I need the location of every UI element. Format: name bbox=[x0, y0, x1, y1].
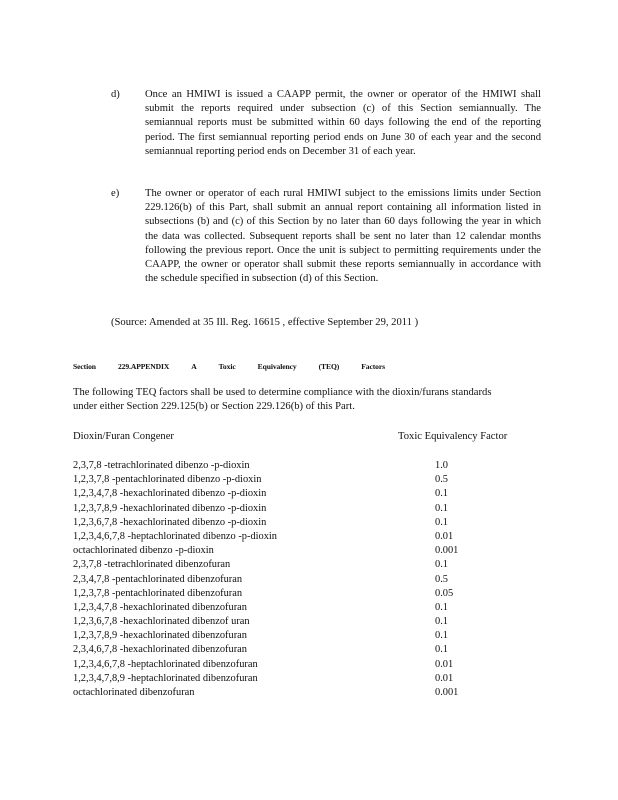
factor-cell: 0.1 bbox=[435, 644, 448, 656]
section-heading-word: Toxic bbox=[218, 362, 236, 371]
paragraph-text: The owner or operator of each rural HMIWI subject to the emissions limits under Section 229.126(b) of this Part, shall submit an annual report containing all information listed in subsections (b) and (c) of this Section by no later than 60 days following the year in which the data was collected. Subsequent reports shall be sent no later than 12 calendar months following the previous report. Once the unit is subject to permitting requirements under the CAAPP, the owner or operator shall submit these reports semiannually in accordance with the schedule specified in subsection (d) of this Section. bbox=[145, 188, 541, 285]
factor-cell: 0.1 bbox=[435, 616, 448, 628]
table-row bbox=[73, 658, 553, 672]
factor-cell: 0.01 bbox=[435, 672, 454, 684]
factor-cell: 0.01 bbox=[435, 658, 454, 670]
column-header-congener: Dioxin/Furan Congener bbox=[73, 431, 174, 442]
table-row bbox=[73, 487, 553, 501]
congener-cell: 1,2,3,4,7,8 -hexachlorinated dibenzo -p-dioxin bbox=[73, 488, 267, 500]
section-heading-word: Section bbox=[73, 362, 96, 371]
section-heading-word: A bbox=[191, 362, 197, 371]
factor-cell: 0.001 bbox=[435, 545, 459, 557]
intro-paragraph: The following TEQ factors shall be used to determine compliance with the dioxin/furans standards under either Section 229.125(b) or Section 229.126(b) of this Part. bbox=[73, 387, 492, 413]
table-row bbox=[73, 502, 553, 516]
table-row bbox=[73, 530, 553, 544]
factor-cell: 0.1 bbox=[435, 488, 448, 500]
factor-cell: 0.001 bbox=[435, 687, 459, 698]
congener-cell: 2,3,7,8 -tetrachlorinated dibenzofuran bbox=[73, 559, 231, 571]
congener-cell: 1,2,3,7,8 -pentachlorinated dibenzofuran bbox=[73, 587, 243, 599]
section-heading-word: 229.APPENDIX bbox=[117, 362, 170, 371]
congener-cell: 2,3,4,6,7,8 -hexachlorinated dibenzofuran bbox=[73, 644, 247, 656]
paragraph-text: Once an HMIWI is issued a CAAPP permit, the owner or operator of the HMIWI shall submit the reports required under subsection (c) of this Section semiannually. The semiannual reports must be submitted within 60 days following the end of the reporting period. The first semiannual reporting period ends on June 30 of each year and the second semiannual reporting period ends on December 31 of each year. bbox=[145, 89, 541, 157]
column-header-factor: Toxic Equivalency Factor bbox=[398, 431, 508, 442]
teq-factor-table bbox=[73, 459, 553, 700]
table-row bbox=[73, 516, 553, 530]
congener-cell: 1,2,3,4,7,8 -hexachlorinated dibenzofuran bbox=[73, 601, 247, 613]
factor-cell: 0.05 bbox=[435, 587, 454, 599]
factor-cell: 1.0 bbox=[435, 460, 448, 471]
congener-cell: 1,2,3,7,8 -pentachlorinated dibenzo -p-dioxin bbox=[73, 474, 262, 486]
congener-cell: octachlorinated dibenzofuran bbox=[73, 687, 195, 698]
section-heading-word: Factors bbox=[361, 362, 385, 371]
table-row bbox=[73, 686, 553, 700]
congener-cell: 1,2,3,4,6,7,8 -heptachlorinated dibenzo -p-dioxin bbox=[73, 530, 278, 542]
congener-cell: 1,2,3,7,8,9 -hexachlorinated dibenzo -p-dioxin bbox=[73, 502, 267, 514]
factor-cell: 0.01 bbox=[435, 530, 454, 542]
section-heading bbox=[73, 362, 407, 371]
factor-cell: 0.5 bbox=[435, 474, 448, 486]
factor-cell: 0.1 bbox=[435, 502, 448, 514]
paragraph-label: e) bbox=[111, 188, 120, 199]
congener-cell: 2,3,7,8 -tetrachlorinated dibenzo -p-dioxin bbox=[73, 460, 250, 471]
table-row bbox=[73, 587, 553, 601]
table-row bbox=[73, 573, 553, 587]
factor-cell: 0.1 bbox=[435, 516, 448, 528]
table-row bbox=[73, 473, 553, 487]
table-row bbox=[73, 615, 553, 629]
congener-cell: 1,2,3,4,7,8,9 -heptachlorinated dibenzofuran bbox=[73, 672, 258, 684]
factor-cell: 0.5 bbox=[435, 573, 448, 585]
table-row bbox=[73, 629, 553, 643]
paragraph-label: d) bbox=[111, 89, 120, 100]
table-row bbox=[73, 459, 553, 473]
table-row bbox=[73, 601, 553, 615]
congener-cell: 1,2,3,4,6,7,8 -heptachlorinated dibenzofuran bbox=[73, 658, 258, 670]
table-row bbox=[73, 558, 553, 572]
factor-cell: 0.1 bbox=[435, 630, 448, 642]
table-row bbox=[73, 672, 553, 686]
section-heading-word: (TEQ) bbox=[318, 362, 340, 371]
table-row bbox=[73, 544, 553, 558]
source-note: (Source: Amended at 35 Ill. Reg. 16615 , effective September 29, 2011 ) bbox=[111, 317, 419, 328]
table-row bbox=[73, 643, 553, 657]
factor-cell: 0.1 bbox=[435, 601, 448, 613]
congener-cell: octachlorinated dibenzo -p-dioxin bbox=[73, 545, 214, 557]
section-heading-word: Equivalency bbox=[257, 362, 297, 371]
congener-cell: 2,3,4,7,8 -pentachlorinated dibenzofuran bbox=[73, 573, 243, 585]
congener-cell: 1,2,3,7,8,9 -hexachlorinated dibenzofuran bbox=[73, 630, 247, 642]
congener-cell: 1,2,3,6,7,8 -hexachlorinated dibenzof uran bbox=[73, 616, 250, 628]
congener-cell: 1,2,3,6,7,8 -hexachlorinated dibenzo -p-dioxin bbox=[73, 516, 267, 528]
factor-cell: 0.1 bbox=[435, 559, 448, 571]
